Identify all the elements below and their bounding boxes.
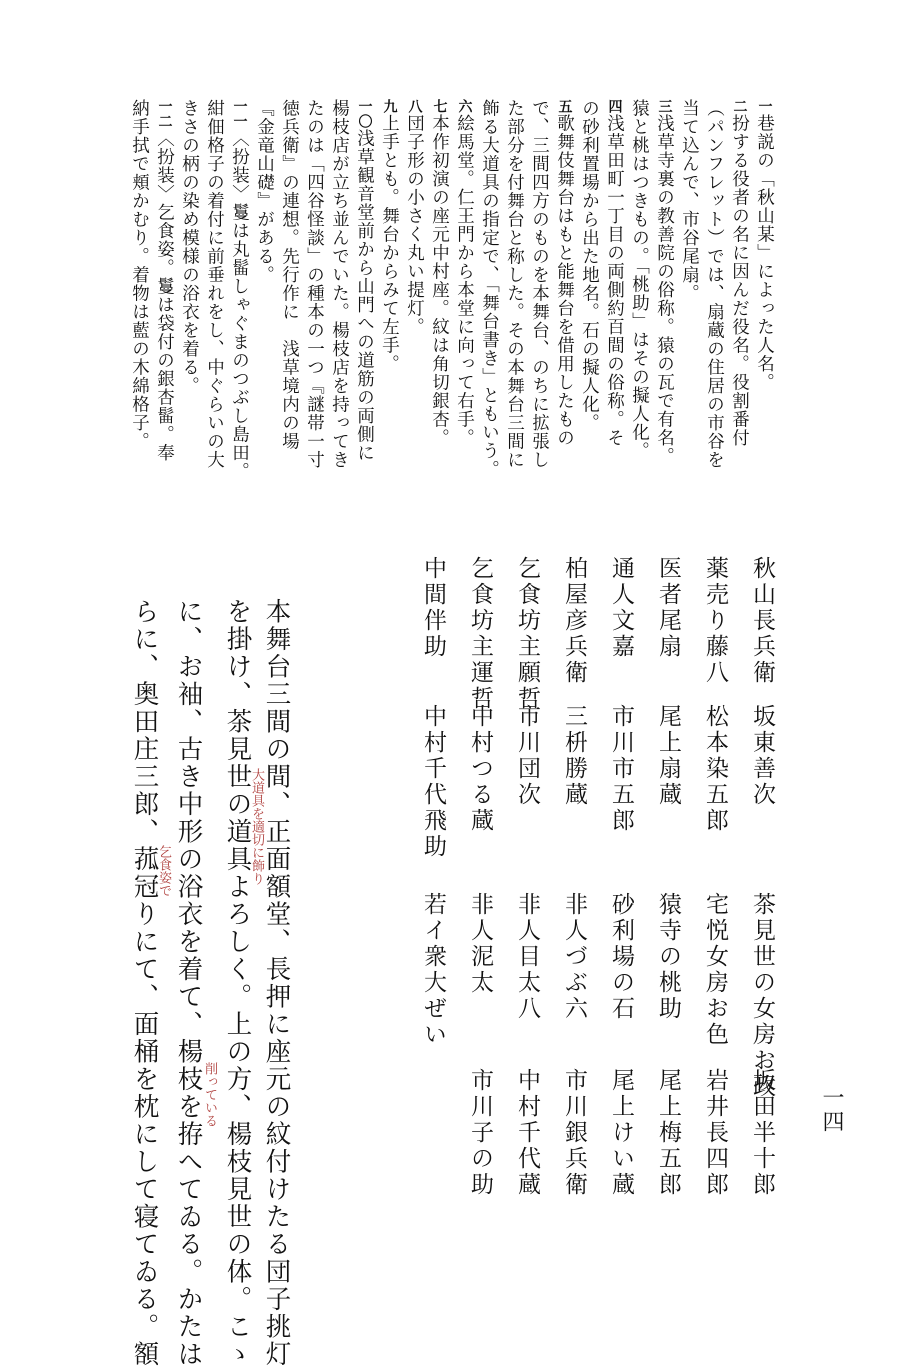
cast-role: 中間伴助	[420, 556, 446, 660]
cast-actor: 坂田半十郎	[749, 1068, 775, 1198]
cast-actor: 市川市五郎	[608, 704, 634, 834]
cast-actor: 尾上扇蔵	[655, 704, 681, 808]
note-line: 八団子形の小さく丸い提灯。	[404, 99, 425, 336]
note-line: 当て込んで、市谷尾扇。	[679, 99, 700, 303]
cast-role: 医者尾扇	[655, 556, 681, 660]
note-line: 五歌舞伎舞台はもと能舞台を借用したもの	[554, 99, 575, 447]
cast-role: 猿寺の桃助	[655, 892, 681, 1022]
annotation-beggar: 乞食姿で	[156, 845, 171, 897]
cast-actor: 市川銀兵衛	[561, 1068, 587, 1198]
cast-role: 茶見世の女房お政	[749, 892, 775, 1100]
cast-role: 柏屋彦兵衛	[561, 556, 587, 686]
note-line: の砂利置場から出た地名。石の擬人化。	[579, 99, 600, 432]
note-line: 四浅草田町一丁目の両側約百間の俗称。そ	[604, 99, 625, 447]
cast-role: 非人目太八	[514, 892, 540, 1022]
note-line: きさの柄の染め模様の浴衣を着る。	[179, 99, 200, 395]
cast-actor: 尾上けい蔵	[608, 1068, 634, 1198]
note-line: 猿と桃はつきもの。「桃助」はその擬人化。	[629, 99, 650, 461]
cast-actor: 松本染五郎	[702, 704, 728, 834]
note-line: （パンフレット）では、扇蔵の住居の市谷を	[704, 99, 725, 469]
main-line: 本舞台三間の間、正面額堂、長押に座元の紋付けたる団子挑灯	[261, 598, 292, 1368]
cast-actor: 尾上梅五郎	[655, 1068, 681, 1198]
main-line: を掛け、茶見世の道具よろしく。上の方、楊枝見世の体。こゝ	[222, 598, 253, 1368]
note-line: 飾る大道具の指定で、「舞台書き」ともいう。	[479, 99, 500, 479]
cast-role: 宅悦女房お色	[702, 892, 728, 1048]
cast-role: 砂利場の石	[608, 892, 634, 1022]
cast-role: 非人泥太	[467, 892, 493, 996]
note-line: 『金竜山礎』がある。	[254, 99, 275, 284]
note-line: た部分を付舞台と称した。その本舞台三間に	[504, 99, 525, 469]
note-line: 一二〈扮装〉乞食姿。鬘は袋付の銀杏髷。奉	[154, 99, 175, 462]
cast-actor: 中村千代飛助	[420, 704, 446, 860]
note-line: 紺佃格子の着付に前垂れをし、中ぐらいの大	[204, 99, 225, 469]
note-line: で、三間四方のものを本舞台、のちに拡張し	[529, 99, 550, 469]
cast-actor: 坂東善次	[749, 704, 775, 808]
cast-role: 乞食坊主運哲	[467, 556, 493, 712]
note-line: 徳兵衛』の連想。先行作に 浅草境内の場	[279, 99, 300, 451]
note-line: 一巷説の「秋山某」によった人名。	[754, 99, 775, 392]
cast-role: 若イ衆大ぜい	[420, 892, 446, 1048]
note-line: 楊枝店が立ち並んでいた。楊枝店を持ってき	[329, 99, 350, 469]
cast-actor: 市川団次	[514, 704, 540, 808]
page-number: 一四	[819, 1086, 844, 1134]
cast-actor: 三枡勝蔵	[561, 704, 587, 808]
cast-role: 薬売り藤八	[702, 556, 728, 686]
annotation-furnishing: 大道具を適切に飾り	[249, 768, 264, 885]
annotation-shaving: 削っている	[202, 1062, 217, 1127]
main-line: に、お袖、古き中形の浴衣を着て、楊枝を拵へてゐる。かたは	[173, 598, 204, 1368]
main-line: らに、奥田庄三郎、菰冠りにて、面桶を枕にして寝てゐる。額	[129, 598, 160, 1368]
cast-actor: 岩井長四郎	[702, 1068, 728, 1198]
note-line: 七本作初演の座元中村座。紋は角切銀杏。	[429, 99, 450, 447]
note-line: 六絵馬堂。仁王門から本堂に向って右手。	[454, 99, 475, 447]
cast-actor: 中村千代蔵	[514, 1068, 540, 1198]
note-line: 納手拭で頬かむり。着物は藍の木綿格子。	[129, 99, 150, 451]
cast-actor: 市川子の助	[467, 1068, 493, 1198]
note-line: たのは「四谷怪談」の種本の一つ『謎帯一寸	[304, 99, 325, 469]
note-line: 一〇浅草観音堂前から山門への道筋の両側に	[354, 99, 375, 462]
note-line: 二扮する役者の名に因んだ役名。役割番付	[729, 99, 750, 447]
note-line: 九上手とも。舞台からみて左手。	[379, 99, 400, 373]
cast-role: 非人づぶ六	[561, 892, 587, 1022]
note-line: 三浅草寺裏の教善院の俗称。猿の瓦で有名。	[654, 99, 675, 466]
note-line: 一一〈扮装〉鬘は丸髷しゃぐまのつぶし島田。	[229, 99, 250, 481]
cast-role: 秋山長兵衛	[749, 556, 775, 686]
cast-actor: 中村つる蔵	[467, 704, 493, 834]
cast-role: 通人文嘉	[608, 556, 634, 660]
cast-role: 乞食坊主願哲	[514, 556, 540, 712]
